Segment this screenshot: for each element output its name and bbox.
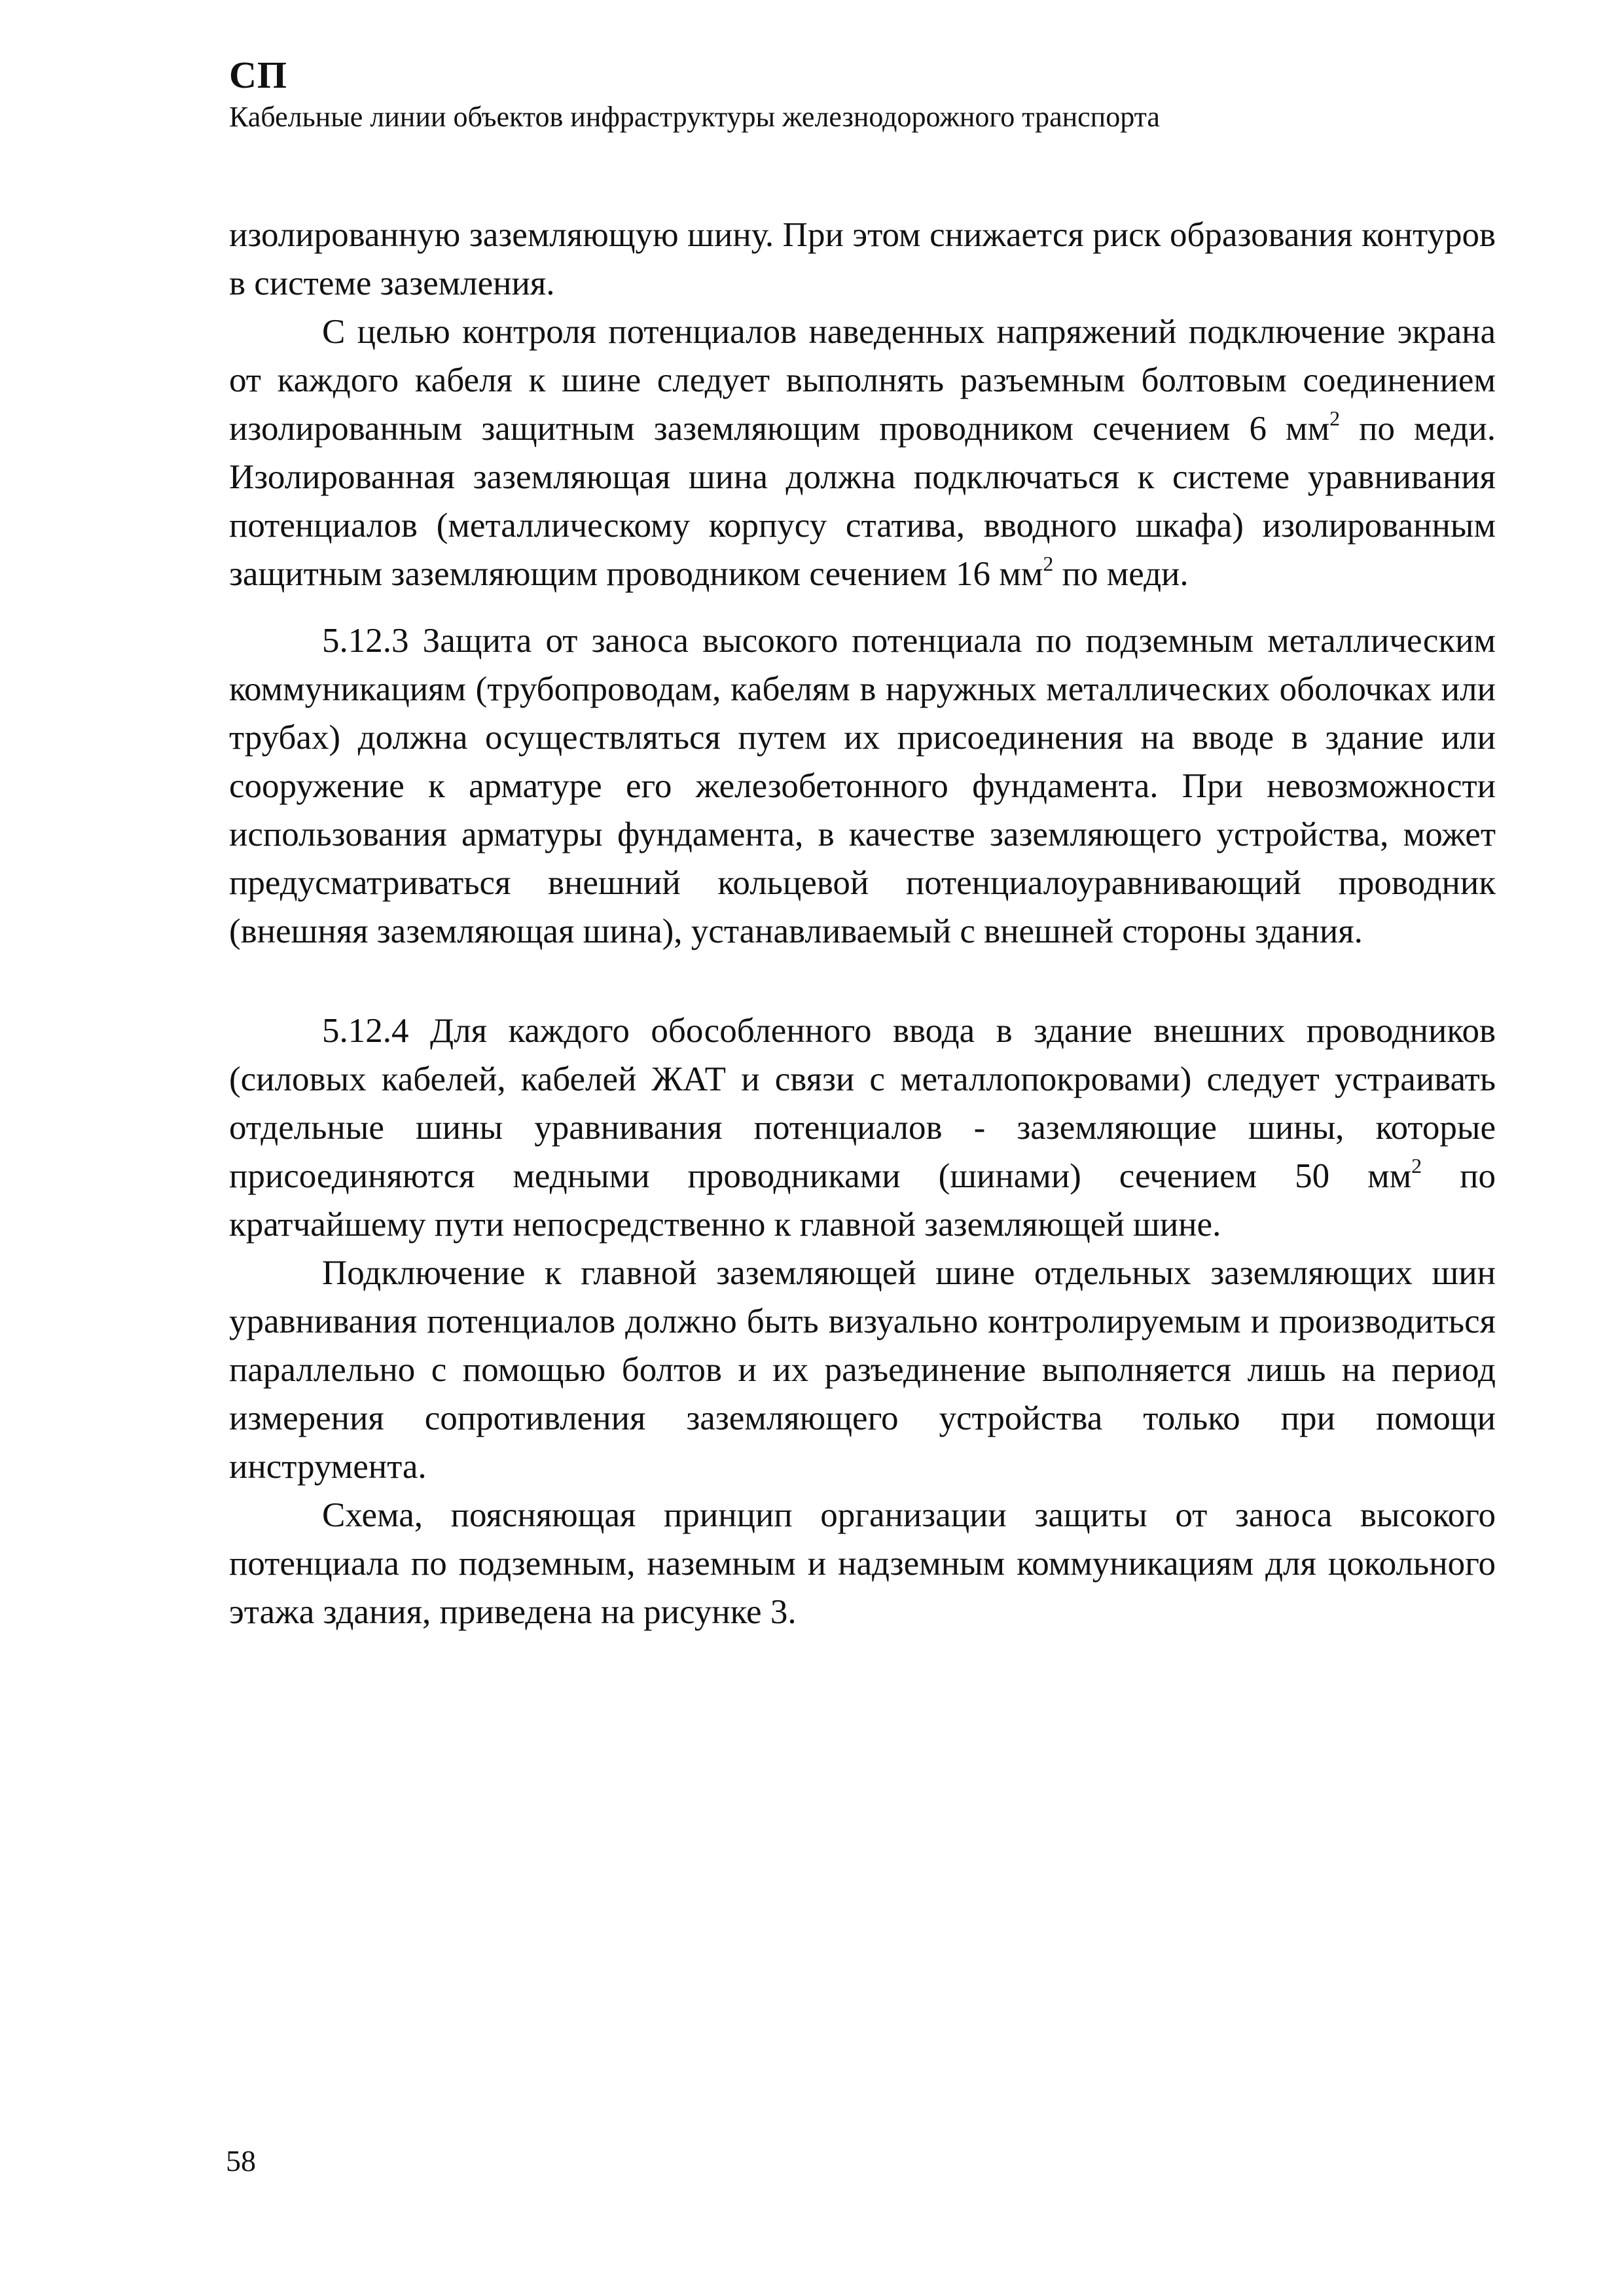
page-number: 58 <box>226 2144 256 2178</box>
paragraph-5-12-3 <box>229 617 1496 956</box>
paragraph-text: по кратчайшему пути непосредственно к главной заземляющей шине. <box>229 1157 1496 1244</box>
paragraph-text: изолированную заземляющую шину. При этом снижается риск образования контуров в системе заземления. <box>229 216 1496 302</box>
superscript: 2 <box>1043 552 1054 575</box>
superscript: 2 <box>1329 406 1341 430</box>
paragraph-text: С целью контроля потенциалов наведенных напряжений подключение экрана от каждого кабеля к шине следует выполнять разъемным болтовым соединением изолированным защитным заземляющим проводником сечением 6 мм <box>229 313 1496 448</box>
document-body <box>229 211 1496 1636</box>
paragraph-text: 5.12.3 Защита от заноса высокого потенциала по подземным металлическим коммуникациям (трубопроводам, кабелям в наружных металлических оболочках или трубах) должна осуществляться путем их присоединения на вводе в здание или сооружение к арматуре его железобетонного фундамента. При невозможности использования арматуры фундамента, в качестве заземляющего устройства, может предусматриваться внешний кольцевой потенциалоуравнивающий проводник (внешняя заземляющая шина), устанавливаемый с внешней стороны здания. <box>229 622 1496 950</box>
page-header <box>229 54 1506 134</box>
paragraph-text: по меди. <box>1053 555 1189 593</box>
paragraph-screen-grounding <box>229 308 1496 598</box>
paragraph-text: Схема, поясняющая принцип организации защиты от заноса высокого потенциала по подземным, наземным и надземным коммуникациям для цокольного этажа здания, приведена на рисунке 3. <box>229 1496 1496 1631</box>
paragraph-text: Подключение к главной заземляющей шине отдельных заземляющих шин уравнивания потенциалов должно быть визуально контролируемым и производиться параллельно с помощью болтов и их разъединение выполняется лишь на период измерения сопротивления заземляющего устройства только при помощи инструмента. <box>229 1254 1496 1486</box>
superscript: 2 <box>1411 1154 1422 1177</box>
paragraph-5-12-4 <box>229 1007 1496 1249</box>
paragraph-text: 5.12.4 Для каждого обособленного ввода в здание внешних проводников (силовых кабелей, кабелей ЖАТ и связи с металлопокровами) следует устраивать отдельные шины уравнивания потенциалов - заземляющие шины, которые присоединяются медными проводниками (шинами) сечением 50 мм <box>229 1012 1496 1195</box>
paragraph-continuation <box>229 211 1496 308</box>
document-title: Кабельные линии объектов инфраструктуры железнодорожного транспорта <box>229 100 1160 133</box>
paragraph-figure-reference <box>229 1491 1496 1636</box>
paragraph-bus-connection <box>229 1249 1496 1491</box>
document-code: СП <box>229 54 287 96</box>
paragraph-text: по меди. Изолированная заземляющая шина должна подключаться к системе уравнивания потенциалов (металлическому корпусу статива, вводного шкафа) изолированным защитным заземляющим проводником сечением 16 мм <box>229 410 1496 593</box>
